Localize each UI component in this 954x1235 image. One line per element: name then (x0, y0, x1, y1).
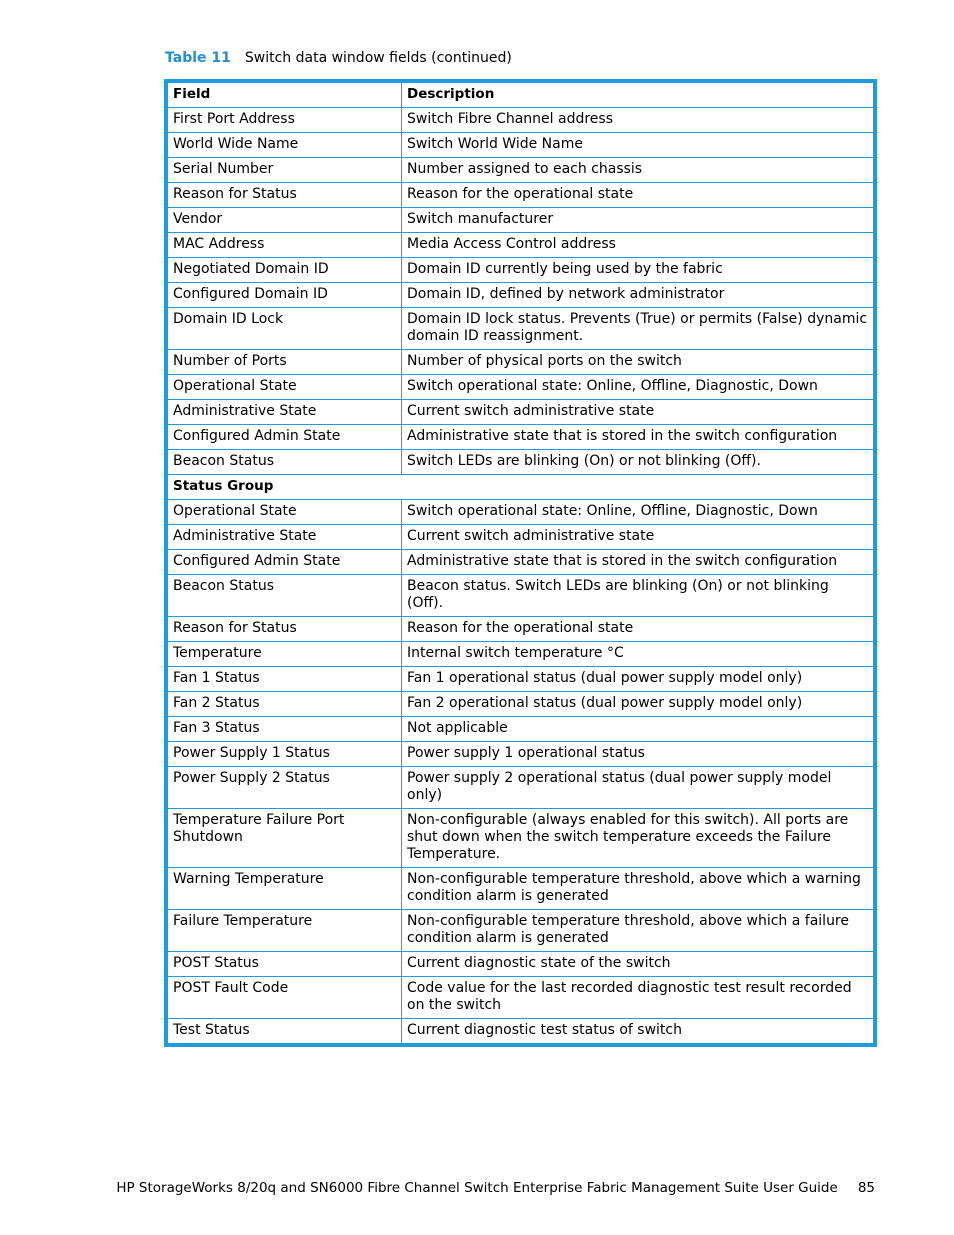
field-cell: POST Fault Code (168, 977, 402, 1019)
field-cell: MAC Address (168, 233, 402, 258)
table-row (168, 283, 874, 308)
table-caption (165, 50, 512, 66)
field-cell: Vendor (168, 208, 402, 233)
field-cell: Serial Number (168, 158, 402, 183)
description-cell: Domain ID currently being used by the fabric (402, 258, 874, 283)
field-cell: Test Status (168, 1019, 402, 1044)
table-row (168, 350, 874, 375)
table-row (168, 208, 874, 233)
field-cell: Domain ID Lock (168, 308, 402, 350)
table-header-row (168, 83, 874, 108)
description-cell: Current switch administrative state (402, 525, 874, 550)
description-cell: Switch manufacturer (402, 208, 874, 233)
field-cell: Configured Admin State (168, 425, 402, 450)
table-row (168, 642, 874, 667)
table-row (168, 717, 874, 742)
description-cell: Administrative state that is stored in the switch configuration (402, 550, 874, 575)
description-cell: Non-configurable (always enabled for this switch). All ports are shut down when the switch temperature exceeds the Failure Temperature. (402, 809, 874, 868)
field-cell: Reason for Status (168, 183, 402, 208)
field-cell: Administrative State (168, 400, 402, 425)
description-cell: Media Access Control address (402, 233, 874, 258)
description-cell: Non-configurable temperature threshold, above which a failure condition alarm is generated (402, 910, 874, 952)
description-cell: Beacon status. Switch LEDs are blinking (On) or not blinking (Off). (402, 575, 874, 617)
table-row (168, 375, 874, 400)
description-cell: Switch Fibre Channel address (402, 108, 874, 133)
table-row (168, 233, 874, 258)
table-row (168, 425, 874, 450)
table-body-top (168, 108, 874, 475)
table-row (168, 692, 874, 717)
field-cell: Fan 3 Status (168, 717, 402, 742)
description-cell: Fan 1 operational status (dual power supply model only) (402, 667, 874, 692)
table-row (168, 158, 874, 183)
field-cell: Configured Domain ID (168, 283, 402, 308)
description-cell: Reason for the operational state (402, 183, 874, 208)
field-cell: World Wide Name (168, 133, 402, 158)
description-cell: Switch operational state: Online, Offline, Diagnostic, Down (402, 500, 874, 525)
field-cell: Fan 1 Status (168, 667, 402, 692)
field-cell: Reason for Status (168, 617, 402, 642)
fields-table (167, 82, 874, 1044)
field-cell: Configured Admin State (168, 550, 402, 575)
description-cell: Power supply 1 operational status (402, 742, 874, 767)
table-body-bottom (168, 500, 874, 1044)
field-cell: Temperature (168, 642, 402, 667)
table-row (168, 617, 874, 642)
table-row (168, 400, 874, 425)
description-cell: Domain ID lock status. Prevents (True) or permits (False) dynamic domain ID reassignment. (402, 308, 874, 350)
table-row (168, 308, 874, 350)
description-cell: Code value for the last recorded diagnostic test result recorded on the switch (402, 977, 874, 1019)
description-cell: Number of physical ports on the switch (402, 350, 874, 375)
page-number: 85 (857, 1180, 875, 1196)
field-cell: Temperature Failure Port Shutdown (168, 809, 402, 868)
field-cell: Fan 2 Status (168, 692, 402, 717)
table-row (168, 500, 874, 525)
description-cell: Current diagnostic state of the switch (402, 952, 874, 977)
table-row (168, 525, 874, 550)
table-number: Table 11 (165, 50, 231, 66)
field-cell: Power Supply 1 Status (168, 742, 402, 767)
description-cell: Current switch administrative state (402, 400, 874, 425)
description-cell: Switch operational state: Online, Offline, Diagnostic, Down (402, 375, 874, 400)
table-row (168, 108, 874, 133)
table-row (168, 450, 874, 475)
description-cell: Non-configurable temperature threshold, above which a warning condition alarm is generated (402, 868, 874, 910)
table-row (168, 977, 874, 1019)
field-cell: Operational State (168, 500, 402, 525)
description-cell: Switch World Wide Name (402, 133, 874, 158)
group-row (168, 475, 874, 500)
field-cell: POST Status (168, 952, 402, 977)
description-cell: Number assigned to each chassis (402, 158, 874, 183)
table-row (168, 910, 874, 952)
description-cell: Internal switch temperature °C (402, 642, 874, 667)
description-cell: Fan 2 operational status (dual power supply model only) (402, 692, 874, 717)
table-row (168, 767, 874, 809)
description-cell: Current diagnostic test status of switch (402, 1019, 874, 1044)
description-cell: Domain ID, defined by network administrator (402, 283, 874, 308)
field-cell: Beacon Status (168, 575, 402, 617)
description-cell: Reason for the operational state (402, 617, 874, 642)
table-title: Switch data window fields (continued) (244, 50, 512, 66)
table-row (168, 809, 874, 868)
header-field: Field (168, 83, 402, 108)
field-cell: Operational State (168, 375, 402, 400)
table-row (168, 868, 874, 910)
fields-table-container (164, 79, 877, 1047)
group-label: Status Group (168, 475, 874, 500)
field-cell: Number of Ports (168, 350, 402, 375)
table-row (168, 550, 874, 575)
header-description: Description (402, 83, 874, 108)
description-cell: Power supply 2 operational status (dual power supply model only) (402, 767, 874, 809)
field-cell: Negotiated Domain ID (168, 258, 402, 283)
field-cell: Power Supply 2 Status (168, 767, 402, 809)
table-row (168, 575, 874, 617)
description-cell: Switch LEDs are blinking (On) or not blinking (Off). (402, 450, 874, 475)
page-footer (116, 1180, 875, 1196)
table-row (168, 952, 874, 977)
description-cell: Not applicable (402, 717, 874, 742)
table-row (168, 1019, 874, 1044)
field-cell: Failure Temperature (168, 910, 402, 952)
table-row (168, 667, 874, 692)
field-cell: Beacon Status (168, 450, 402, 475)
table-row (168, 258, 874, 283)
description-cell: Administrative state that is stored in the switch configuration (402, 425, 874, 450)
field-cell: Warning Temperature (168, 868, 402, 910)
field-cell: First Port Address (168, 108, 402, 133)
table-row (168, 742, 874, 767)
field-cell: Administrative State (168, 525, 402, 550)
table-row (168, 183, 874, 208)
footer-title: HP StorageWorks 8/20q and SN6000 Fibre Channel Switch Enterprise Fabric Management Suite User Guide (116, 1180, 838, 1196)
table-row (168, 133, 874, 158)
